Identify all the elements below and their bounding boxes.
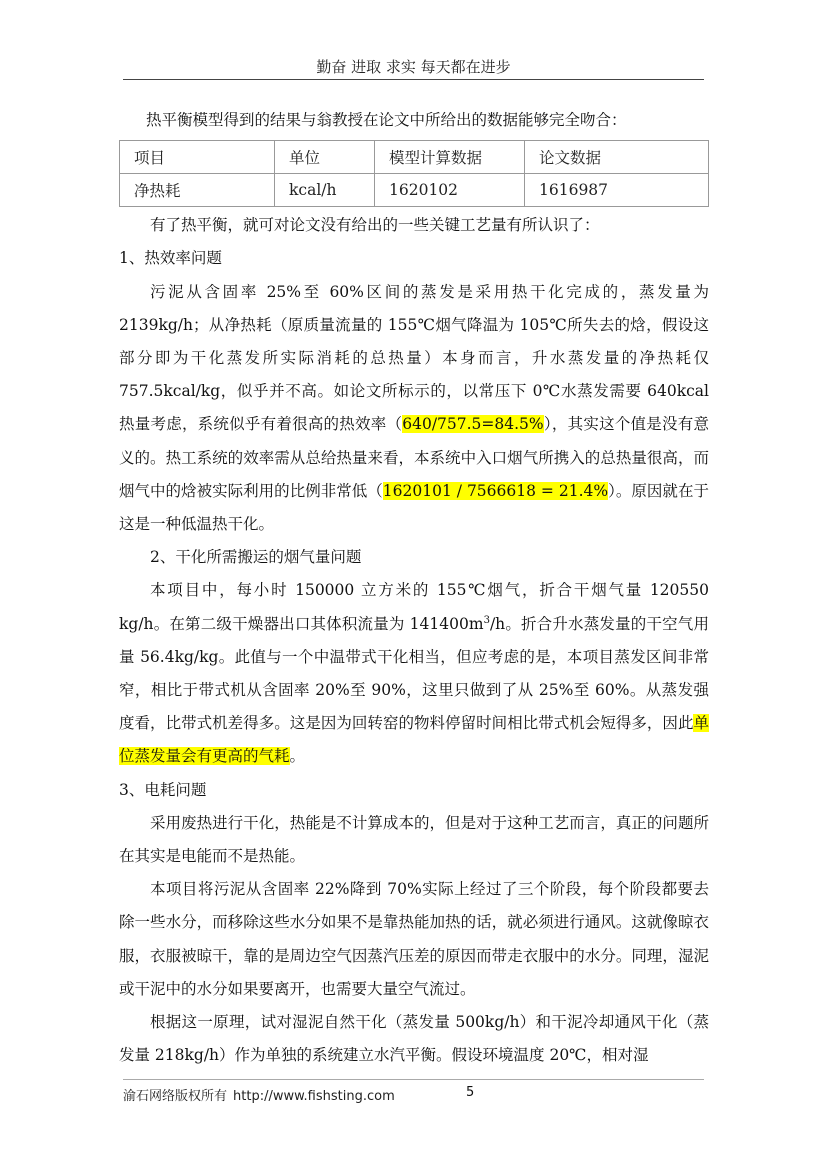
highlighted-text: 单位蒸发量会有更高的气耗 bbox=[119, 714, 709, 766]
section3-paragraph-2: 本项目将污泥从含固率 22%降到 70%实际上经过了三个阶段，每个阶段都要去除一些水分，而移除这些水分如果不是靠热能加热的话，就必须进行通风。这就像晾衣服，衣服被晾干，靠的是周边空气因蒸汽压差的原因而带走衣服中的水分。同理，湿泥或干泥中的水分如果要离开，也需要大量空气流过。 bbox=[119, 880, 709, 998]
table-header-cell: 模型计算数据 bbox=[375, 141, 525, 174]
section3-heading: 3、电耗问题 bbox=[119, 780, 207, 799]
text-run: /h。折合升水蒸发量的干空气用量 56.4kg/kg。此值与一个中温带式干化相当，但应考虑的是，本项目蒸发区间非常窄，相比于带式机从含固率 20%至 90%，这里只做到了从 25%至 60%。从蒸发强度看，比带式机差得多。这是因为回转窑的物料停留时间相比带式机会短得多，因此 bbox=[119, 614, 709, 733]
table-header-cell: 单位 bbox=[275, 141, 375, 174]
text-run: ）。原因就在于这是一种低温热干化。 bbox=[119, 481, 709, 534]
header-divider bbox=[123, 79, 704, 80]
text-run: 本项目中，每小时 150000 立方米的 155℃烟气，折合干烟气量 120550 kg/h。在第二级干燥器出口其体积流量为 141400m bbox=[119, 581, 709, 633]
highlighted-text: 1620101 / 7566618 = 21.4% bbox=[382, 481, 609, 500]
text-run: 污泥从含固率 25%至 60%区间的蒸发是采用热干化完成的，蒸发量为 2139kg/h；从净热耗（原质量流量的 155℃烟气降温为 105℃所失去的焓，假设这部分即为干化蒸发所实际消耗的总热量）本身而言，升水蒸发量的净热耗仅 757.5kcal/kg，似乎并不高。如论文所标示的，以常压下 0℃水蒸发需要 640kcal 热量考虑，系统似乎有着很高的热效率（ bbox=[119, 282, 709, 434]
table-header-cell: 论文数据 bbox=[525, 141, 709, 174]
page-body bbox=[119, 104, 709, 1072]
table-cell: 净热耗 bbox=[120, 174, 275, 207]
footer bbox=[123, 1085, 395, 1104]
section3-paragraph-3: 根据这一原理，试对湿泥自然干化（蒸发量 500kg/h）和干泥冷却通风干化（蒸发量 218kg/h）作为单独的系统建立水汽平衡。假设环境温度 20℃，相对湿 bbox=[119, 1013, 709, 1065]
section2-heading: 2、干化所需搬运的烟气量问题 bbox=[150, 548, 362, 567]
highlighted-text: 640/757.5=84.5% bbox=[402, 415, 544, 434]
text-run: 。 bbox=[289, 747, 306, 766]
section1-heading: 1、热效率问题 bbox=[119, 249, 222, 268]
comparison-table bbox=[119, 140, 709, 207]
copyright-text: 渝石网络版权所有 bbox=[123, 1089, 228, 1104]
section3-paragraph-1: 采用废热进行干化，热能是不计算成本的，但是对于这种工艺而言，真正的问题所在其实是电能而不是热能。 bbox=[119, 813, 709, 866]
transition-paragraph: 有了热平衡，就可对论文没有给出的一些关键工艺量有所认识了： bbox=[150, 216, 600, 235]
website-url: http://www.fishsting.com bbox=[233, 1089, 395, 1104]
section1-paragraph bbox=[119, 276, 709, 542]
intro-paragraph: 热平衡模型得到的结果与翁教授在论文中所给出的数据能够完全吻合： bbox=[146, 111, 627, 129]
running-header: 勤奋 进取 求实 每天都在进步 bbox=[316, 58, 511, 76]
table-row bbox=[120, 174, 709, 207]
section2-paragraph bbox=[119, 574, 709, 773]
table-cell: 1616987 bbox=[525, 174, 709, 207]
table-cell: kcal/h bbox=[275, 174, 375, 207]
text-run: ），其实这个值是没有意义的。热工系统的效率需从总给热量来看，本系统中入口烟气所携入的总热量很高，而烟气中的焓被实际利用的比例非常低（ bbox=[119, 415, 709, 500]
superscript: 3 bbox=[483, 614, 490, 626]
table-cell: 1620102 bbox=[375, 174, 525, 207]
table-header-row bbox=[120, 141, 709, 174]
page-number: 5 bbox=[466, 1085, 475, 1100]
table-header-cell: 项目 bbox=[120, 141, 275, 174]
footer-divider bbox=[123, 1079, 704, 1080]
